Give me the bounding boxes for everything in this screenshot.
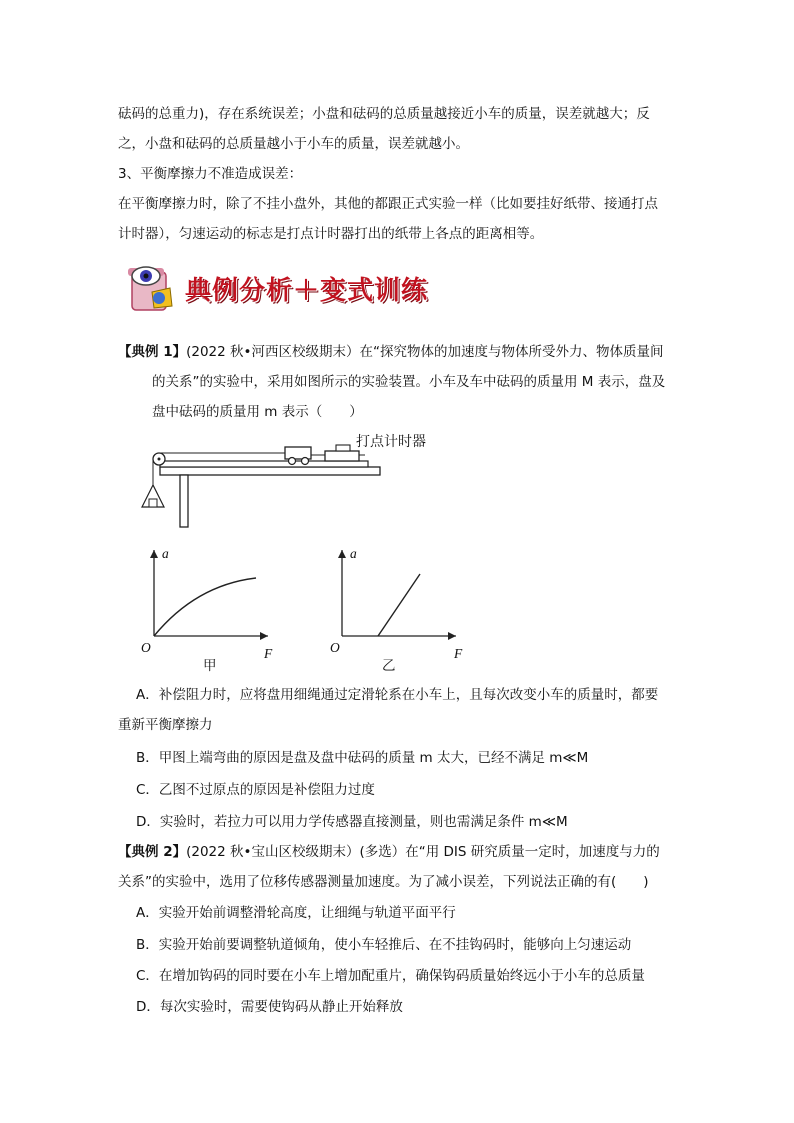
graph-jia-y-label: a	[162, 546, 169, 561]
graph-jia-origin: O	[141, 640, 151, 655]
example1-tag: 【典例 1】	[118, 344, 187, 360]
table-leg	[180, 475, 188, 527]
intro-line-4: 在平衡摩擦力时，除了不挂小盘外，其他的都跟正式实验一样（比如要挂好纸带、接通打点	[118, 196, 658, 212]
cart-icon	[285, 447, 311, 459]
example2-option-c: C．在增加钩码的同时要在小车上增加配重片，确保钩码质量始终远小于小车的总质量	[136, 968, 645, 984]
track	[160, 461, 368, 467]
example2-tag: 【典例 2】	[118, 844, 187, 860]
example2-option-a: A．实验开始前调整滑轮高度，让细绳与轨道平面平行	[136, 905, 456, 921]
graph-jia-caption: 甲	[203, 658, 217, 674]
graph-yi	[324, 540, 474, 660]
line-yi	[378, 574, 420, 636]
graph-yi-origin: O	[330, 640, 340, 655]
table-top	[160, 467, 380, 475]
example1-line-2: 的关系”的实验中，采用如图所示的实验装置。小车及车中砝码的质量用 M 表示，盘及	[152, 374, 666, 390]
timer-icon	[325, 451, 359, 461]
example2-line-1	[118, 842, 660, 862]
intro-heading-3: 3、平衡摩擦力不准造成误差：	[118, 166, 303, 182]
graph-yi-caption: 乙	[382, 658, 396, 674]
banner-title: 典例分析＋变式训练	[185, 276, 429, 306]
intro-line-5: 计时器），匀速运动的标志是打点计时器打出的纸带上各点的距离相等。	[118, 226, 544, 242]
banner-eye-icon	[126, 262, 182, 314]
curve-jia	[154, 578, 256, 636]
intro-line-2: 之，小盘和砝码的总质量越小于小车的质量，误差就越小。	[118, 136, 469, 152]
example1-line-3: 盘中砝码的质量用 m 表示（ ）	[152, 404, 363, 420]
graph-yi-y-label: a	[350, 546, 357, 561]
example2-text-1: (2022 秋•宝山区校级期末）(多选）在“用 DIS 研究质量一定时，加速度与力的	[186, 844, 660, 860]
graph-yi-x-label: F	[454, 646, 463, 661]
example2-option-d: D．每次实验时，需要使钩码从静止开始释放	[136, 999, 403, 1015]
example1-option-c: C．乙图不过原点的原因是补偿阻力过度	[136, 782, 375, 798]
example1-option-a-2: 重新平衡摩擦力	[118, 717, 213, 733]
example1-option-d: D．实验时，若拉力可以用力学传感器直接测量，则也需满足条件 m≪M	[136, 814, 568, 830]
graph-jia-x-label: F	[264, 646, 273, 661]
example2-line-2: 关系”的实验中，选用了位移传感器测量加速度。为了减小误差，下列说法正确的有( )	[118, 874, 649, 890]
example1-option-a-1: A．补偿阻力时，应将盘用细绳通过定滑轮系在小车上，且每次改变小车的质量时，都要	[136, 687, 659, 703]
intro-line-1: 砝码的总重力)，存在系统误差；小盘和砝码的总质量越接近小车的质量，误差就越大；反	[118, 106, 650, 122]
example1-option-b: B．甲图上端弯曲的原因是盘及盘中砝码的质量 m 太大，已经不满足 m≪M	[136, 750, 589, 766]
example2-option-b: B．实验开始前要调整轨道倾角，使小车轻推后、在不挂钩码时，能够向上匀速运动	[136, 937, 632, 953]
example1-line-1	[118, 342, 663, 362]
apparatus-label: 打点计时器	[356, 434, 426, 450]
graph-jia	[136, 540, 286, 660]
example1-text-1: (2022 秋•河西区校级期末）在“探究物体的加速度与物体所受外力、物体质量间	[186, 344, 664, 360]
